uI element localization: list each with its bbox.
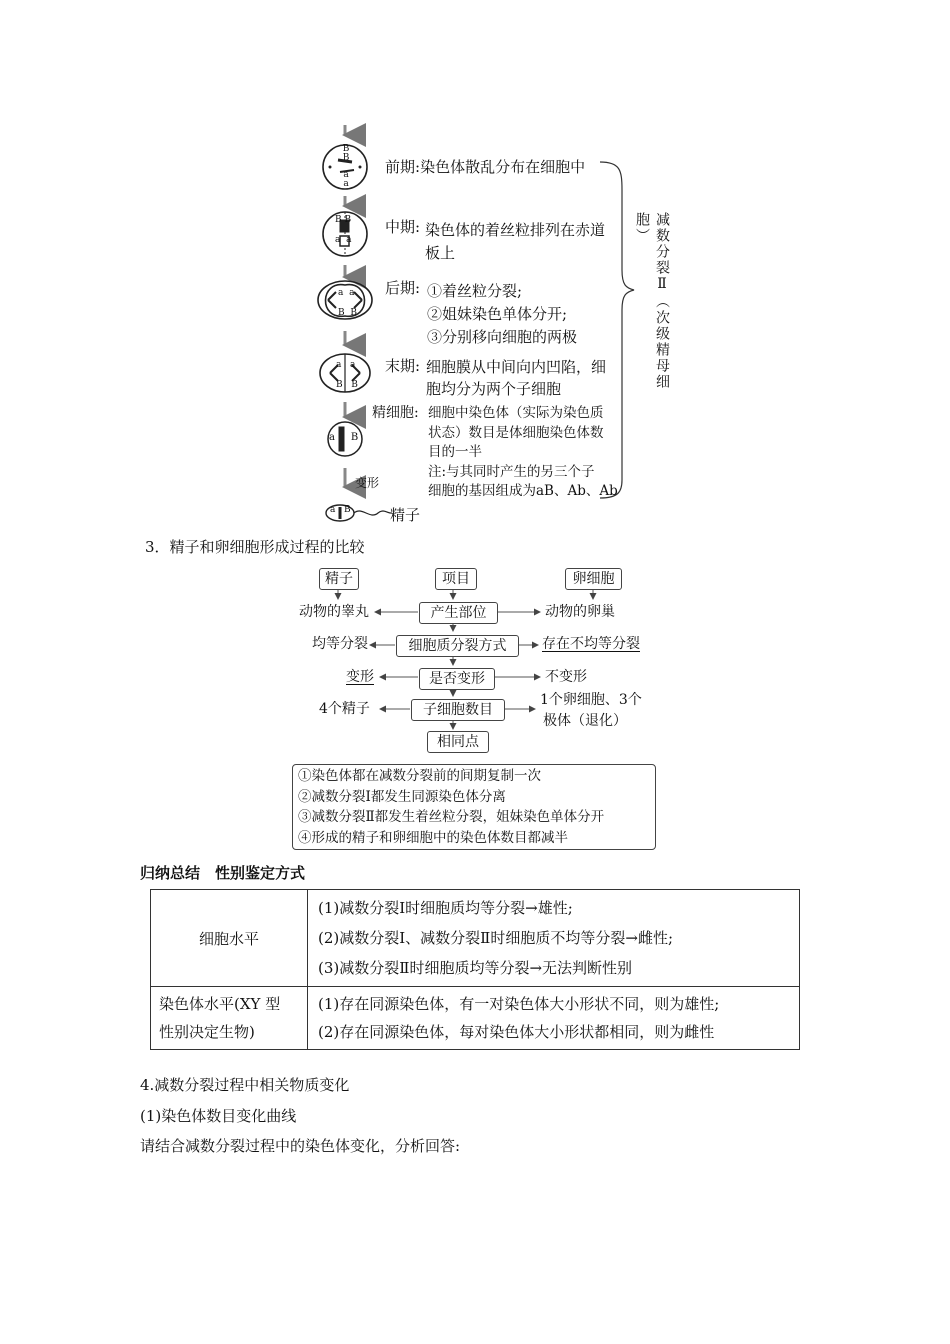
telophase-letters: a a B B (336, 360, 358, 390)
row4-item: 子细胞数目 (411, 699, 505, 721)
same-point: ①染色体都在减数分裂前的间期复制一次 (298, 768, 541, 784)
row3-left: 变形 (346, 669, 374, 685)
same-point: ③减数分裂Ⅱ都发生着丝粒分裂，姐妹染色单体分开 (298, 809, 605, 825)
prophase-letters: B B a a (342, 144, 350, 189)
row1-left: 动物的睾丸 (299, 604, 369, 620)
stage-telophase: 末期: 细胞膜从中间向内凹陷，细 胞均分为两个子细胞 (385, 357, 607, 398)
metaphase-letters: B B a a (335, 215, 352, 245)
same-point: ②减数分裂Ⅰ都发生同源染色体分离 (298, 788, 506, 805)
head-sperm: 精子 (319, 568, 359, 590)
sex-determination-table (150, 889, 800, 1050)
head-egg: 卵细胞 (565, 568, 622, 590)
row1-right: 动物的卵巢 (545, 604, 615, 620)
cell-label: 染色体水平(XY 型 性别决定生物) (151, 987, 308, 1050)
stage-metaphase: 中期: 染色体的着丝粒排列在赤道 板上 (385, 218, 606, 262)
row3-right: 不变形 (545, 669, 587, 685)
sperm-label: 精子 (390, 506, 421, 524)
row4-right: 1个卵细胞、3个 极体（退化） (540, 692, 642, 729)
row2-item: 细胞质分裂方式 (396, 635, 519, 657)
table-row (151, 890, 800, 987)
cell-content: (1)减数分裂Ⅰ时细胞质均等分裂→雄性; (2)减数分裂Ⅰ、减数分裂Ⅱ时细胞质不均等分裂→雌性; (3)减数分裂Ⅱ时细胞质均等分裂→无法判断性别 (308, 890, 800, 987)
same-label: 相同点 (427, 731, 489, 753)
same-points (298, 766, 604, 848)
head-item: 项目 (435, 568, 477, 590)
summary-heading: 归纳总结 性别鉴定方式 (140, 864, 306, 882)
cell-content: (1)存在同源染色体，有一对染色体大小形状不同，则为雄性; (2)存在同源染色体，每对染色体大小形状都相同，则为雌性 (308, 987, 800, 1050)
row1-item: 产生部位 (419, 602, 498, 624)
stage-spermatid: 精细胞: 细胞中染色体（实际为染色质 状态）数目是体细胞染色体数 目的一半 注:与其同时产生的另三个子 细胞的基因组成为aB、Ab、Ab (372, 405, 618, 499)
row2-right: 存在不均等分裂 (542, 636, 640, 652)
cell-label: 细胞水平 (151, 890, 308, 987)
stage-anaphase: 后期: ①着丝粒分裂; ②姐妹染色单体分开; ③分别移向细胞的两极 (385, 279, 578, 346)
transform-label: 变形 (355, 476, 380, 490)
row3-item: 是否变形 (419, 668, 495, 690)
stage-prophase: 前期:染色体散乱分布在细胞中 (385, 158, 586, 176)
same-point: ④形成的精子和卵细胞中的染色体数目都减半 (298, 829, 568, 846)
anaphase-letters: a a B B (338, 288, 357, 318)
section3-title: 3．精子和卵细胞形成过程的比较 (145, 538, 365, 556)
spermatid-letters: a B (329, 432, 359, 443)
section4-prompt: 请结合减数分裂过程中的染色体变化，分析回答: (140, 1137, 461, 1155)
section4-title: 4.减数分裂过程中相关物质变化 (140, 1076, 350, 1094)
row2-left: 均等分裂 (312, 636, 368, 652)
sperm-letters: a B (330, 505, 351, 515)
bracket-label: 减数分裂Ⅱ（次级精母细胞） (634, 212, 670, 390)
table-row (151, 987, 800, 1050)
section4-sub: (1)染色体数目变化曲线 (140, 1107, 297, 1125)
row4-left: 4个精子 (319, 701, 370, 717)
